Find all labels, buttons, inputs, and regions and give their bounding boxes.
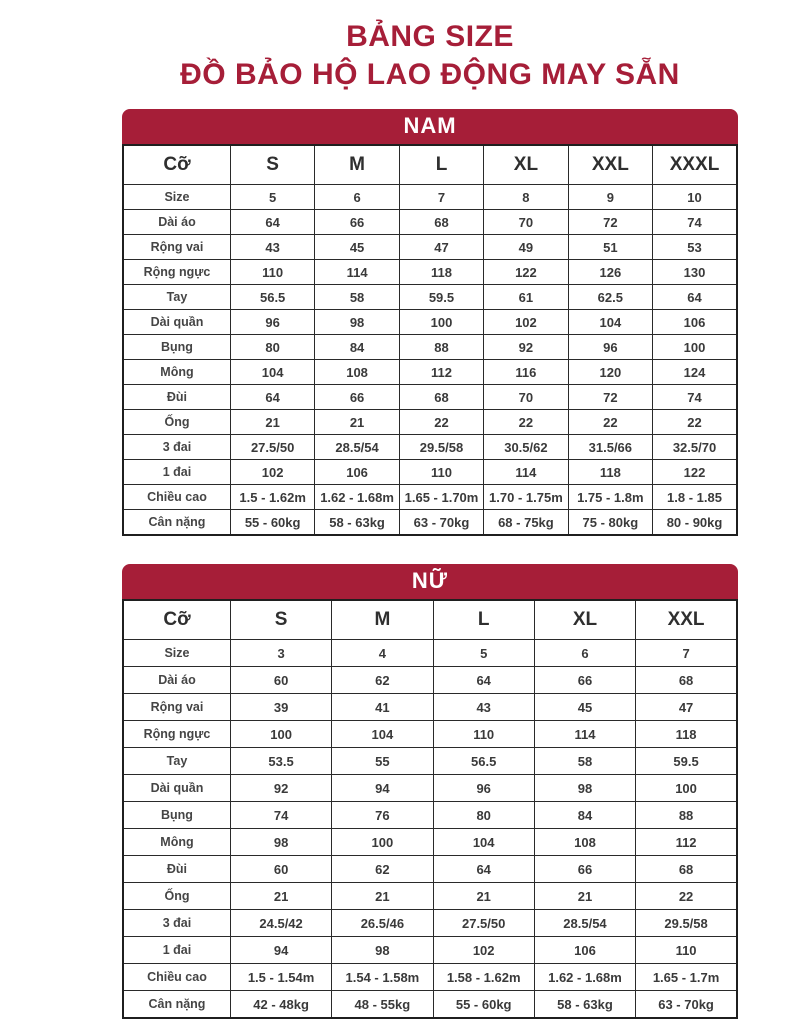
measurement-value: 29.5/58: [636, 910, 737, 937]
measurement-value: 22: [399, 410, 483, 435]
measurement-value: 10: [653, 185, 737, 210]
size-column-header: L: [399, 145, 483, 185]
measurement-value: 70: [484, 385, 568, 410]
measurement-value: 48 - 55kg: [332, 991, 433, 1018]
measurement-value: 1.65 - 1.70m: [399, 485, 483, 510]
measurement-value: 55: [332, 748, 433, 775]
measurement-value: 1.75 - 1.8m: [568, 485, 652, 510]
table-row: [123, 260, 737, 285]
measurement-value: 104: [433, 829, 534, 856]
measurement-value: 21: [332, 883, 433, 910]
measurement-value: 45: [315, 235, 399, 260]
table-band-men: NAM: [122, 109, 738, 144]
measurement-value: 100: [653, 335, 737, 360]
size-column-header: XL: [534, 600, 635, 640]
measurement-value: 94: [332, 775, 433, 802]
row-label: Dài quần: [123, 775, 230, 802]
size-column-header: XL: [484, 145, 568, 185]
measurement-value: 7: [399, 185, 483, 210]
measurement-value: 1.70 - 1.75m: [484, 485, 568, 510]
measurement-value: 59.5: [636, 748, 737, 775]
measurement-value: 47: [636, 694, 737, 721]
table-row: [123, 829, 737, 856]
measurement-value: 58 - 63kg: [315, 510, 399, 535]
measurement-value: 64: [230, 210, 314, 235]
measurement-value: 56.5: [230, 285, 314, 310]
measurement-value: 62: [332, 856, 433, 883]
measurement-value: 27.5/50: [230, 435, 314, 460]
table-row: [123, 802, 737, 829]
measurement-value: 1.5 - 1.54m: [230, 964, 331, 991]
measurement-value: 68: [636, 856, 737, 883]
measurement-value: 61: [484, 285, 568, 310]
measurement-value: 120: [568, 360, 652, 385]
measurement-value: 55 - 60kg: [230, 510, 314, 535]
table-row: [123, 410, 737, 435]
measurement-value: 63 - 70kg: [636, 991, 737, 1018]
measurement-value: 106: [653, 310, 737, 335]
measurement-value: 6: [315, 185, 399, 210]
measurement-value: 63 - 70kg: [399, 510, 483, 535]
measurement-value: 1.54 - 1.58m: [332, 964, 433, 991]
measurement-value: 22: [636, 883, 737, 910]
measurement-value: 100: [332, 829, 433, 856]
row-label: 1 đai: [123, 937, 230, 964]
table-row: [123, 991, 737, 1018]
measurement-value: 114: [484, 460, 568, 485]
measurement-value: 53.5: [230, 748, 331, 775]
measurement-value: 70: [484, 210, 568, 235]
measurement-value: 75 - 80kg: [568, 510, 652, 535]
measurement-value: 98: [315, 310, 399, 335]
row-label: Rộng vai: [123, 694, 230, 721]
table-row: [123, 883, 737, 910]
measurement-value: 58: [315, 285, 399, 310]
measurement-value: 118: [636, 721, 737, 748]
measurement-value: 108: [315, 360, 399, 385]
measurement-value: 72: [568, 210, 652, 235]
measurement-value: 21: [230, 883, 331, 910]
measurement-value: 47: [399, 235, 483, 260]
measurement-value: 22: [484, 410, 568, 435]
measurement-value: 62: [332, 667, 433, 694]
size-table-section-men: [122, 109, 738, 536]
measurement-value: 64: [433, 667, 534, 694]
page-title-line1: BẢNG SIZE: [346, 20, 514, 53]
measurement-value: 84: [315, 335, 399, 360]
measurement-value: 32.5/70: [653, 435, 737, 460]
size-column-header: M: [315, 145, 399, 185]
table-row: [123, 285, 737, 310]
measurement-value: 1.62 - 1.68m: [315, 485, 399, 510]
measurement-value: 130: [653, 260, 737, 285]
measurement-value: 66: [315, 210, 399, 235]
table-row: [123, 640, 737, 667]
measurement-value: 100: [399, 310, 483, 335]
measurement-value: 74: [653, 210, 737, 235]
row-label: Chiều cao: [123, 485, 230, 510]
measurement-value: 53: [653, 235, 737, 260]
measurement-value: 64: [653, 285, 737, 310]
page-title-line2: ĐỒ BẢO HỘ LAO ĐỘNG MAY SẴN: [180, 58, 680, 92]
size-table-section-women: [122, 564, 738, 1019]
table-row: [123, 856, 737, 883]
measurement-value: 98: [230, 829, 331, 856]
measurement-value: 60: [230, 856, 331, 883]
measurement-value: 5: [433, 640, 534, 667]
measurement-value: 26.5/46: [332, 910, 433, 937]
table-row: [123, 435, 737, 460]
table-row: [123, 385, 737, 410]
row-label: Chiều cao: [123, 964, 230, 991]
size-header-row: [123, 600, 737, 640]
measurement-value: 110: [230, 260, 314, 285]
measurement-value: 27.5/50: [433, 910, 534, 937]
row-label: Đùi: [123, 856, 230, 883]
measurement-value: 1.58 - 1.62m: [433, 964, 534, 991]
measurement-value: 45: [534, 694, 635, 721]
row-label: Rộng vai: [123, 235, 230, 260]
row-label: Tay: [123, 748, 230, 775]
measurement-value: 43: [230, 235, 314, 260]
table-row: [123, 694, 737, 721]
measurement-value: 51: [568, 235, 652, 260]
table-row: [123, 335, 737, 360]
size-column-header: XXXL: [653, 145, 737, 185]
table-band-women: NỮ: [122, 564, 738, 599]
table-row: [123, 235, 737, 260]
measure-column-header: Cỡ: [123, 145, 230, 185]
row-label: Rộng ngực: [123, 260, 230, 285]
measurement-value: 76: [332, 802, 433, 829]
measurement-value: 84: [534, 802, 635, 829]
page-title: [122, 18, 738, 95]
row-label: Ống: [123, 410, 230, 435]
measurement-value: 68 - 75kg: [484, 510, 568, 535]
measurement-value: 21: [433, 883, 534, 910]
row-label: 1 đai: [123, 460, 230, 485]
measurement-value: 116: [484, 360, 568, 385]
table-row: [123, 667, 737, 694]
measurement-value: 68: [399, 385, 483, 410]
measurement-value: 58: [534, 748, 635, 775]
measurement-value: 1.8 - 1.85: [653, 485, 737, 510]
row-label: Mông: [123, 829, 230, 856]
measurement-value: 126: [568, 260, 652, 285]
size-column-header: S: [230, 145, 314, 185]
measurement-value: 96: [568, 335, 652, 360]
row-label: Bụng: [123, 335, 230, 360]
measurement-value: 110: [433, 721, 534, 748]
measurement-value: 94: [230, 937, 331, 964]
measurement-value: 55 - 60kg: [433, 991, 534, 1018]
measurement-value: 56.5: [433, 748, 534, 775]
measurement-value: 4: [332, 640, 433, 667]
measurement-value: 80: [433, 802, 534, 829]
size-column-header: XXL: [636, 600, 737, 640]
row-label: Size: [123, 185, 230, 210]
row-label: 3 đai: [123, 910, 230, 937]
measurement-value: 64: [230, 385, 314, 410]
measurement-value: 21: [534, 883, 635, 910]
row-label: Dài áo: [123, 210, 230, 235]
table-row: [123, 775, 737, 802]
size-column-header: XXL: [568, 145, 652, 185]
measurement-value: 5: [230, 185, 314, 210]
measurement-value: 112: [636, 829, 737, 856]
measurement-value: 60: [230, 667, 331, 694]
measurement-value: 1.65 - 1.7m: [636, 964, 737, 991]
measurement-value: 92: [230, 775, 331, 802]
measurement-value: 98: [332, 937, 433, 964]
size-column-header: L: [433, 600, 534, 640]
measurement-value: 1.5 - 1.62m: [230, 485, 314, 510]
size-table-men: [122, 144, 738, 536]
measurement-value: 66: [534, 856, 635, 883]
measurement-value: 29.5/58: [399, 435, 483, 460]
measurement-value: 39: [230, 694, 331, 721]
row-label: Cân nặng: [123, 510, 230, 535]
table-row: [123, 937, 737, 964]
row-label: Mông: [123, 360, 230, 385]
measurement-value: 92: [484, 335, 568, 360]
table-row: [123, 910, 737, 937]
table-row: [123, 964, 737, 991]
measurement-value: 96: [433, 775, 534, 802]
content-column: [122, 18, 738, 1019]
row-label: Size: [123, 640, 230, 667]
measurement-value: 114: [315, 260, 399, 285]
measurement-value: 98: [534, 775, 635, 802]
table-row: [123, 721, 737, 748]
measurement-value: 22: [568, 410, 652, 435]
row-label: Dài áo: [123, 667, 230, 694]
row-label: Ống: [123, 883, 230, 910]
measurement-value: 110: [399, 460, 483, 485]
table-row: [123, 185, 737, 210]
measure-column-header: Cỡ: [123, 600, 230, 640]
measurement-value: 62.5: [568, 285, 652, 310]
measurement-value: 104: [568, 310, 652, 335]
measurement-value: 80 - 90kg: [653, 510, 737, 535]
measurement-value: 88: [399, 335, 483, 360]
measurement-value: 28.5/54: [534, 910, 635, 937]
measurement-value: 96: [230, 310, 314, 335]
measurement-value: 102: [230, 460, 314, 485]
measurement-value: 66: [315, 385, 399, 410]
measurement-value: 114: [534, 721, 635, 748]
measurement-value: 41: [332, 694, 433, 721]
measurement-value: 118: [399, 260, 483, 285]
measurement-value: 21: [315, 410, 399, 435]
measurement-value: 31.5/66: [568, 435, 652, 460]
measurement-value: 22: [653, 410, 737, 435]
measurement-value: 106: [315, 460, 399, 485]
measurement-value: 80: [230, 335, 314, 360]
measurement-value: 3: [230, 640, 331, 667]
measurement-value: 104: [230, 360, 314, 385]
measurement-value: 21: [230, 410, 314, 435]
row-label: Bụng: [123, 802, 230, 829]
measurement-value: 110: [636, 937, 737, 964]
measurement-value: 58 - 63kg: [534, 991, 635, 1018]
measurement-value: 124: [653, 360, 737, 385]
measurement-value: 9: [568, 185, 652, 210]
measurement-value: 74: [230, 802, 331, 829]
measurement-value: 100: [636, 775, 737, 802]
table-row: [123, 360, 737, 385]
measurement-value: 102: [484, 310, 568, 335]
measurement-value: 43: [433, 694, 534, 721]
size-column-header: S: [230, 600, 331, 640]
row-label: Cân nặng: [123, 991, 230, 1018]
measurement-value: 68: [399, 210, 483, 235]
table-row: [123, 460, 737, 485]
measurement-value: 66: [534, 667, 635, 694]
size-header-row: [123, 145, 737, 185]
measurement-value: 102: [433, 937, 534, 964]
measurement-value: 122: [653, 460, 737, 485]
measurement-value: 24.5/42: [230, 910, 331, 937]
row-label: Tay: [123, 285, 230, 310]
measurement-value: 88: [636, 802, 737, 829]
row-label: Rộng ngực: [123, 721, 230, 748]
measurement-value: 28.5/54: [315, 435, 399, 460]
measurement-value: 64: [433, 856, 534, 883]
size-table-women: [122, 599, 738, 1019]
measurement-value: 72: [568, 385, 652, 410]
row-label: 3 đai: [123, 435, 230, 460]
measurement-value: 8: [484, 185, 568, 210]
measurement-value: 74: [653, 385, 737, 410]
measurement-value: 106: [534, 937, 635, 964]
measurement-value: 49: [484, 235, 568, 260]
measurement-value: 1.62 - 1.68m: [534, 964, 635, 991]
row-label: Đùi: [123, 385, 230, 410]
measurement-value: 7: [636, 640, 737, 667]
table-row: [123, 748, 737, 775]
row-label: Dài quần: [123, 310, 230, 335]
measurement-value: 118: [568, 460, 652, 485]
table-row: [123, 310, 737, 335]
measurement-value: 68: [636, 667, 737, 694]
size-column-header: M: [332, 600, 433, 640]
measurement-value: 30.5/62: [484, 435, 568, 460]
table-row: [123, 510, 737, 535]
measurement-value: 112: [399, 360, 483, 385]
table-row: [123, 485, 737, 510]
measurement-value: 104: [332, 721, 433, 748]
measurement-value: 122: [484, 260, 568, 285]
measurement-value: 59.5: [399, 285, 483, 310]
measurement-value: 100: [230, 721, 331, 748]
measurement-value: 108: [534, 829, 635, 856]
measurement-value: 42 - 48kg: [230, 991, 331, 1018]
measurement-value: 6: [534, 640, 635, 667]
table-row: [123, 210, 737, 235]
